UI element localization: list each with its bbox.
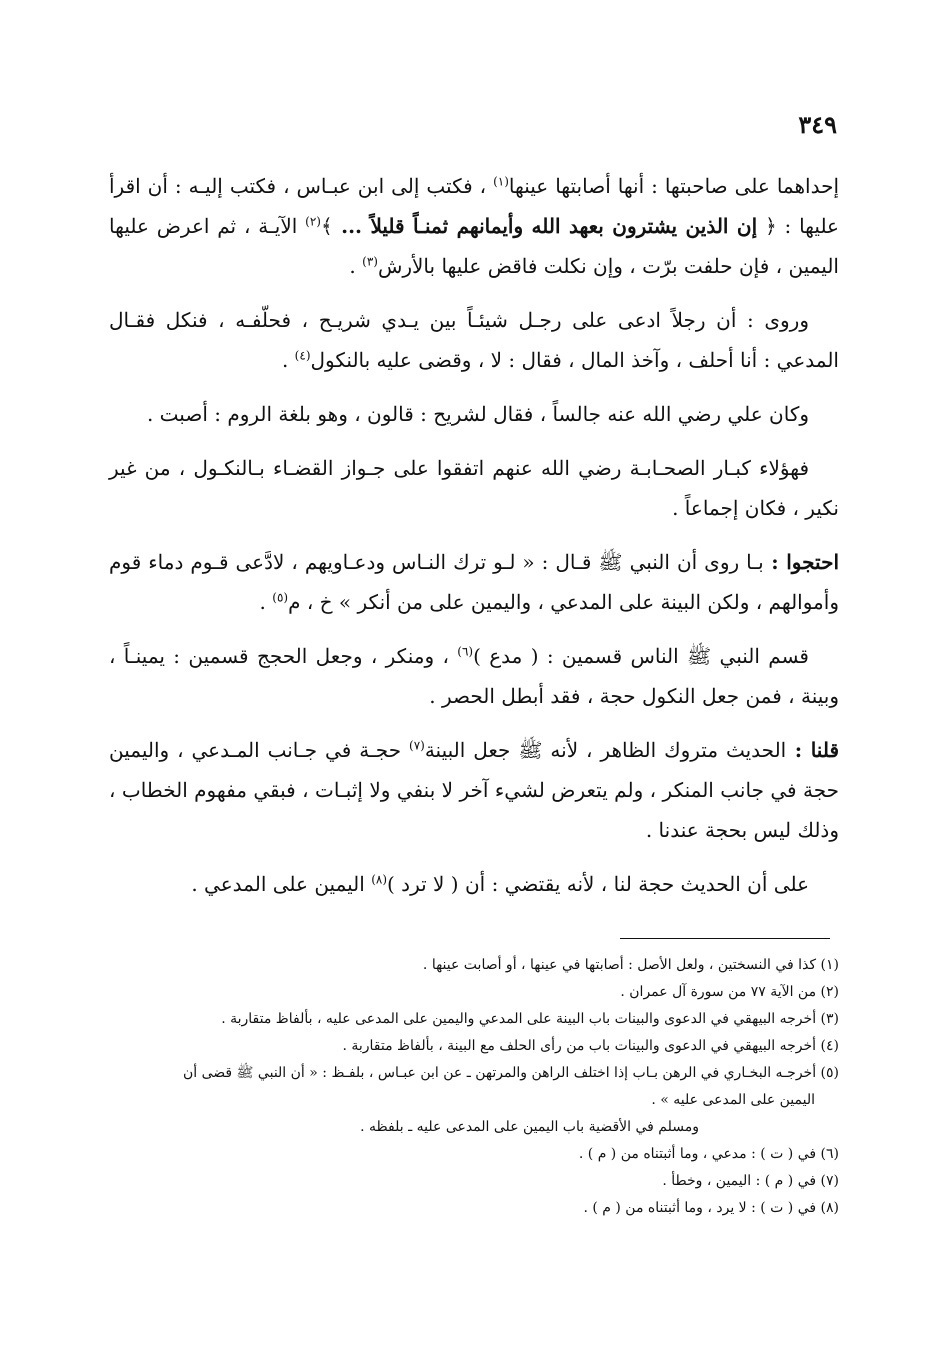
footnote-1: (١) كذا في النسختين ، ولعل الأصل : أصابتها في عينها ، أو أصابت عينها . (422, 957, 839, 973)
footnote-ref-1: (١) (493, 174, 509, 189)
page-number: ٣٤٩ (798, 110, 837, 139)
footnote-ref-6: (٦) (457, 644, 474, 659)
footnote-5: (٥) أخرجـه البخـاري في الرهن بـاب إذا اختلف الراهن والمرتهن ـ عن ابن عبـاس ، بلفـظ : « أن النبي ﷺ قضى أن (182, 1065, 839, 1081)
footnote-3: (٣) أخرجه البيهقي في الدعوى والبينات باب البينة على المدعي واليمين على المدعى عليه ، بألفاظ متقاربة . (221, 1011, 839, 1027)
paragraph-7: قلنا : الحديث متروك الظاهر ، لأنه ﷺ جعل البينة$^{(٧)}$ حجـة في جـانب المـدعي ، واليمين حجة في جانب المنكر ، ولم يتعرض لشيء آخر لا بنفي ولا إثبـات ، فبقي مفهوم الخطاب ، وذلك ليس بحجة عندنا . (109, 738, 840, 842)
footnote-5-muslim: ومسلم في الأقضية باب اليمين على المدعى عليه ـ بلفظه . (360, 1119, 699, 1135)
footnote-ref-4: (٤) (294, 348, 311, 363)
paragraph-4: فهؤلاء كبـار الصحـابـة رضي الله عنهم اتفقوا على جـواز القضـاء بـالنكـول ، من غير نكير ، فكان إجماعاً . (109, 456, 839, 520)
footnote-ref-8: (٨) (371, 872, 388, 887)
paragraph-6: قسم النبي ﷺ الناس قسمين : ( مدع )$^{(٦)}$ ، ومنكر ، وجعل الحجج قسمين : يمينـاً ، وبينة ، فمن جعل النكول حجة ، فقد أبطل الحصر . (109, 644, 839, 708)
paragraph-1: إحداهما على صاحبتها : أنها أصابتها عينها$^{(١)}$ ، فكتب إلى ابن عبـاس ، فكتب إليـه : أن اقرأ عليها : ﴿ إن الذين يشترون بعهد الله وأيمانهم ثمنـاً قليلاً ... ﴾$^{(٢)}$ الآيـة ، ثم اعرض عليها اليمين ، فإن حلفت برّت ، وإن نكلت فاقض عليها بالأرش$^{(٣)}$ . (109, 174, 839, 278)
footnote-5-continued: اليمين على المدعى عليه » . (651, 1092, 815, 1108)
footnote-2: (٢) من الآية ٧٧ من سورة آل عمران . (620, 984, 839, 1000)
footnote-7: (٧) في ( م ) : اليمين ، وخطأ . (662, 1173, 839, 1189)
footnote-ref-7: (٧) (409, 738, 425, 753)
lead-word-qulna: قلنا : (786, 738, 840, 762)
paragraph-3: وكان علي رضي الله عنه جالساً ، فقال لشريح : قالون ، وهو بلغة الروم : أصبت . (146, 402, 809, 426)
footnote-6: (٦) في ( ت ) : مدعي ، وما أثبتناه من ( م ) . (578, 1146, 839, 1162)
lead-word-ihtajju: احتجوا : (763, 550, 839, 574)
main-text (109, 166, 839, 918)
footnote-ref-2: (٢) (305, 214, 321, 229)
paragraph-2: وروى : أن رجلاً ادعى على رجـل شيئـاً بين يـدي شريـح ، فحلّفـه ، فنكل فقـال المدعي : أنا أحلف ، وآخذ المال ، فقال : لا ، وقضى عليه بالنكول$^{(٤)}$ . (109, 308, 839, 372)
paragraph-8: على أن الحديث حجة لنا ، لأنه يقتضي : أن ( لا ترد )$^{(٨)}$ اليمين على المدعي . (191, 872, 809, 896)
footnote-ref-3: (٣) (362, 254, 378, 269)
footnote-8: (٨) في ( ت ) : لا يرد ، وما أثبتناه من ( م ) . (583, 1200, 839, 1216)
footnote-ref-5: (٥) (272, 590, 289, 605)
footnote-separator (620, 938, 830, 939)
footnotes (109, 952, 839, 1222)
quran-verse: إن الذين يشترون بعهد الله وأيمانهم ثمنـاً قليلاً ... (332, 214, 758, 238)
paragraph-5: احتجوا : بـا روى أن النبي ﷺ قـال : « لـو ترك النـاس ودعـاويهم ، لادَّعى قـوم دماء قوم وأموالهم ، ولكن البينة على المدعي ، واليمين على من أنكر » خ ، م$^{(٥)}$ . (109, 550, 839, 614)
footnote-4: (٤) أخرجه البيهقي في الدعوى والبينات باب من رأى الحلف مع البينة ، بألفاظ متقاربة . (342, 1038, 839, 1054)
